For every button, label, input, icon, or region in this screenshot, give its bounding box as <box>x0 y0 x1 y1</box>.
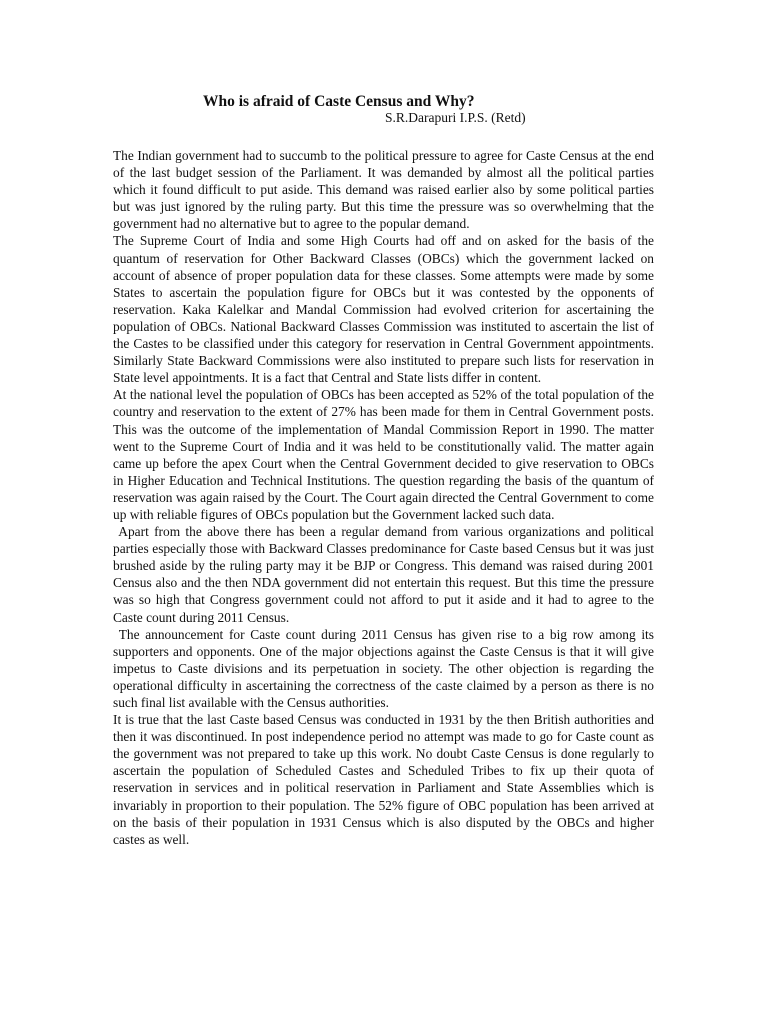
author-byline: S.R.Darapuri I.P.S. (Retd) <box>385 110 526 125</box>
paragraph-5: The announcement for Caste count during 2011 Census has given rise to a big row among its supporters and opponents. One of the major objections against the Caste Census is that it will give impetus to Caste divisions and its perpetuation in society. The other objection is regarding the operational difficulty in ascertaining the correctness of the caste claimed by a person as there is no such final list available with the Census authorities. <box>113 626 654 710</box>
article-body <box>113 147 654 848</box>
paragraph-1: The Indian government had to succumb to the political pressure to agree for Caste Census at the end of the last budget session of the Parliament. It was demanded by almost all the political parties which it found difficult to put aside. This demand was raised earlier also by some political parties but was just ignored by the ruling party. But this time the pressure was so overwhelming that the government had no alternative but to agree to the popular demand. <box>113 148 654 232</box>
paragraph-2: The Supreme Court of India and some High Courts had off and on asked for the basis of the quantum of reservation for Other Backward Classes (OBCs) which the government lacked on account of absence of proper population data for these classes. Some attempts were made by some States to ascertain the population figure for OBCs but it was contested by the opponents of reservation. Kaka Kalelkar and Mandal Commission had evolved criterion for ascertaining the population of OBCs. National Backward Classes Commission was instituted to ascertain the list of the Castes to be classified under this category for reservation in Central Government appointments. Similarly State Backward Commissions were also instituted to prepare such lists for reservation in State level appointments. It is a fact that Central and State lists differ in content. <box>113 233 654 386</box>
paragraph-6: It is true that the last Caste based Census was conducted in 1931 by the then British authorities and then it was discontinued. In post independence period no attempt was made to go for Caste count as the government was not prepared to take up this work. No doubt Caste Census is done regularly to ascertain the population of Scheduled Castes and Scheduled Tribes to fix up their quota of reservation in services and in political reservation in Parliament and State Assemblies which is invariably in proportion to their population. The 52% figure of OBC population has been arrived at on the basis of their population in 1931 Census which is also disputed by the OBCs and higher castes as well. <box>113 712 654 847</box>
paragraph-4: Apart from the above there has been a regular demand from various organizations and political parties especially those with Backward Classes predominance for Caste based Census but it was just brushed aside by the ruling party may it be BJP or Congress. This demand was raised during 2001 Census also and the then NDA government did not entertain this request. But this time the pressure was so high that Congress government could not afford to put it aside and it had to agree to the Caste count during 2011 Census. <box>113 524 654 625</box>
article-title: Who is afraid of Caste Census and Why? <box>203 93 475 110</box>
paragraph-3: At the national level the population of OBCs has been accepted as 52% of the total population of the country and reservation to the extent of 27% has been made for them in Central Government posts. This was the outcome of the implementation of Mandal Commission Report in 1990. The matter went to the Supreme Court of India and it was held to be constitutionally valid. The matter again came up before the apex Court when the Central Government decided to give reservation to OBCs in Higher Education and Technical Institutions. The question regarding the basis of the quantum of reservation was again raised by the Court. The Court again directed the Central Government to come up with reliable figures of OBCs population but the Government lacked such data. <box>113 387 654 522</box>
